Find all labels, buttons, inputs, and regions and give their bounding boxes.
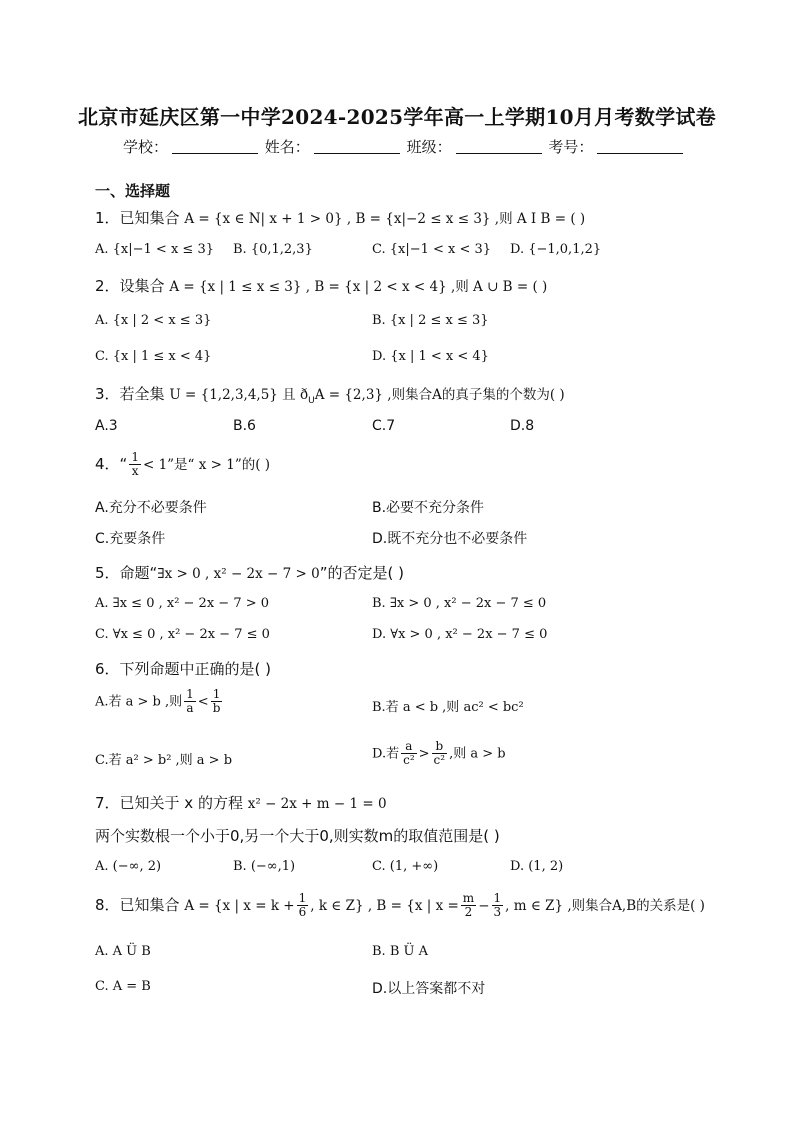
question-4-option-a: A.充分不必要条件 [95, 500, 207, 516]
question-2-option-d: D. {x | 1 < x < 4} [372, 349, 489, 364]
student-info-line [123, 136, 685, 157]
question-8-option-a: A. A Ü B [95, 944, 151, 959]
section-heading: 一、选择题 [95, 182, 171, 200]
question-8-stem: 8．已知集合 [95, 896, 180, 914]
complement-subscript: U [308, 396, 315, 406]
school-label: 学校： [123, 138, 169, 156]
question-5-stem-end: ”的否定是( ) [319, 564, 404, 582]
question-8-option-d: D.以上答案都不对 [372, 981, 486, 997]
question-8: 8．已知集合 A = {x | x = k + $\frac{1}{6}$ , k ∈ Z} , B = {x | x = $\frac{m}{2}$ − $\frac{1}{3}$ , m ∈ Z} ,则集合A,B的关系是( ) [95, 891, 705, 919]
question-4 [95, 451, 270, 478]
question-1-option-d: D. {−1,0,1,2} [510, 242, 602, 257]
question-1-math: A = {x ∈ N| x + 1 > 0} , B = {x|−2 ≤ x ≤ 3} ,则 A I B = ( ) [184, 211, 586, 227]
question-6 [95, 658, 271, 679]
question-7 [95, 792, 387, 813]
question-2-option-a: A. {x | 2 < x ≤ 3} [95, 313, 212, 328]
question-3-option-b: B.6 [233, 418, 256, 434]
question-3-option-d: D.8 [510, 418, 535, 434]
question-6-option-b: B.若 a < b ,则 ac² < bc² [372, 700, 524, 715]
question-1-stem: 1．已知集合 [95, 209, 180, 227]
question-4-fraction: $\frac{1}{x}$ [131, 450, 139, 478]
question-5-option-d: D. ∀x > 0 , x² − 2x − 7 ≤ 0 [372, 627, 548, 642]
question-7-stem: 7．已知关于 x 的方程 [95, 794, 243, 812]
question-3-option-c: C.7 [372, 418, 396, 434]
question-6-option-a: A.若 a > b ,则 $\frac{1}{a}$ < $\frac{1}{b}$ [95, 687, 221, 715]
question-4-option-d: D.既不充分也不必要条件 [372, 531, 528, 547]
question-3-option-a: A.3 [95, 418, 118, 434]
question-3-math: U = {1,2,3,4,5} 且 ð [169, 387, 309, 403]
class-blank[interactable] [456, 139, 542, 154]
question-7-option-d: D. (1, 2) [510, 859, 564, 874]
question-7-option-b: B. (−∞,1) [233, 859, 296, 874]
exam-number-label: 考号： [548, 138, 594, 156]
question-3 [95, 383, 565, 406]
question-6-stem: 6．下列命题中正确的是( ) [95, 660, 272, 678]
question-3-stem: 3．若全集 [95, 385, 165, 403]
class-label: 班级： [406, 138, 452, 156]
question-1-option-a: A. {x|−1 < x ≤ 3} [95, 242, 214, 257]
question-4-stem-end: < 1”是“ x > 1”的( ) [142, 457, 271, 473]
question-1 [95, 207, 585, 228]
exam-title: 北京市延庆区第一中学2024-2025学年高一上学期10月月考数学试卷 [78, 105, 716, 129]
question-6-option-c: C.若 a² > b² ,则 a > b [95, 753, 233, 768]
question-2 [95, 275, 547, 296]
question-8-option-c: C. A = B [95, 979, 151, 994]
question-2-math: A = {x | 1 ≤ x ≤ 3} , B = {x | 2 < x < 4} ,则 A ∪ B = ( ) [169, 279, 548, 295]
question-4-option-b: B.必要不充分条件 [372, 500, 485, 516]
question-5 [95, 562, 404, 583]
question-5-stem: 5．命题“ [95, 564, 158, 582]
question-5-option-b: B. ∃x > 0 , x² − 2x − 7 ≤ 0 [372, 596, 547, 611]
question-5-option-c: C. ∀x ≤ 0 , x² − 2x − 7 ≤ 0 [95, 627, 270, 642]
name-label: 姓名： [264, 138, 310, 156]
question-2-option-b: B. {x | 2 ≤ x ≤ 3} [372, 313, 489, 328]
exam-number-blank[interactable] [597, 139, 683, 154]
question-2-stem: 2．设集合 [95, 277, 165, 295]
question-4-stem: 4．“ [95, 455, 128, 473]
question-1-option-b: B. {0,1,2,3} [233, 242, 313, 257]
name-blank[interactable] [314, 139, 400, 154]
question-6-option-d: D.若 $\frac{a}{\text{c²}}$ > $\frac{b}{\text{c²}}$ ,则 a > b [372, 739, 506, 767]
question-7-math: x² − 2x + m − 1 = 0 [247, 796, 387, 812]
question-4-option-c: C.充要条件 [95, 531, 166, 547]
question-3-stem-end: A = {2,3} ,则集合A的真子集的个数为( ) [314, 387, 565, 403]
question-7-line-2: 两个实数根一个小于0,另一个大于0,则实数m的取值范围是( ) [95, 827, 500, 845]
question-5-math: ∃x > 0 , x² − 2x − 7 > 0 [157, 566, 320, 582]
question-5-option-a: A. ∃x ≤ 0 , x² − 2x − 7 > 0 [95, 596, 270, 611]
question-1-option-c: C. {x|−1 < x < 3} [372, 242, 492, 257]
school-blank[interactable] [172, 139, 258, 154]
question-2-option-c: C. {x | 1 ≤ x < 4} [95, 349, 212, 364]
question-8-option-b: B. B Ü A [372, 944, 428, 959]
question-7-option-a: A. (−∞, 2) [95, 859, 162, 874]
question-7-option-c: C. (1, +∞) [372, 859, 439, 874]
